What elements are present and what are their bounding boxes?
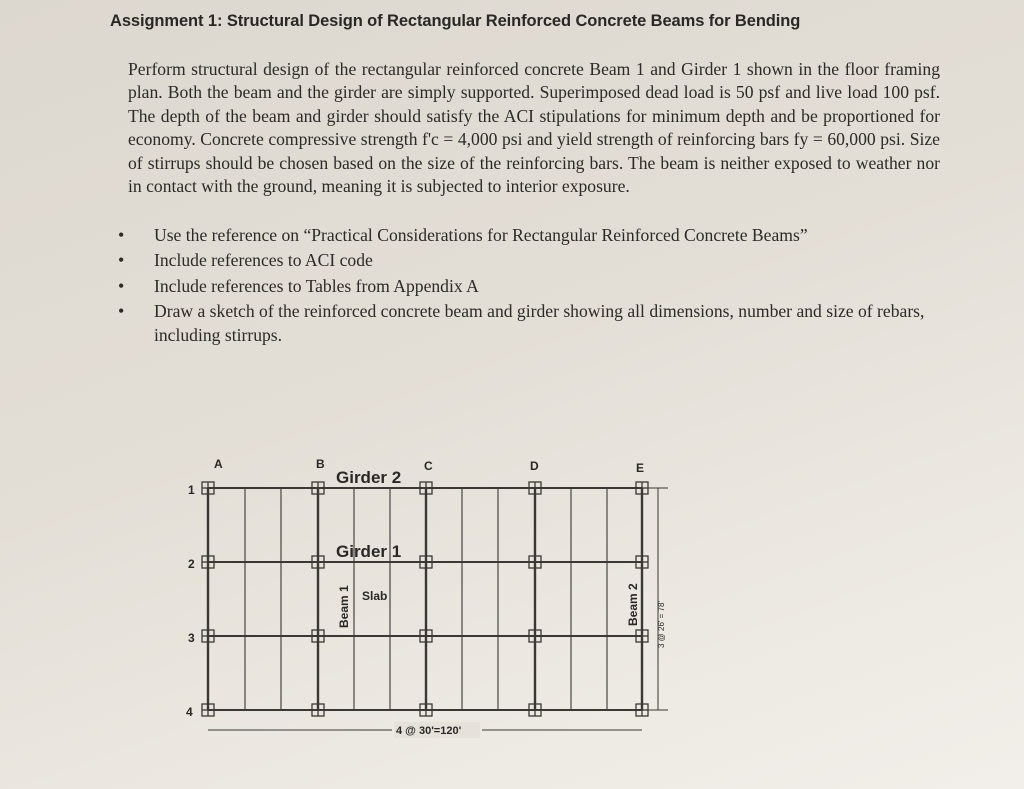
beam-1-label: Beam 1 <box>337 585 351 628</box>
assignment-paragraph: Perform structural design of the rectangular reinforced concrete Beam 1 and Girder 1 shown in the floor framing plan. Both the beam and the girder are simply supported. Superimposed dead load is 50 psf and live load 100 psf. The depth of the beam and girder should satisfy the ACI stipulations for minimum depth and be proportioned for economy. Concrete compressive strength f'c = 4,000 psi and yield strength of reinforcing bars fy = 60,000 psi. Size of stirrups should be chosen based on the size of the reinforcing bars. The beam is neither exposed to weather nor in contact with the ground, meaning it is subjected to interior exposure. <box>128 59 940 197</box>
column-label-c: C <box>424 459 433 473</box>
column-label-a: A <box>214 457 223 471</box>
girder-1-label: Girder 1 <box>336 542 402 561</box>
horizontal-dimension: 4 @ 30'=120' <box>396 725 462 737</box>
floor-framing-plan <box>170 450 690 750</box>
slab-label: Slab <box>362 589 388 603</box>
column-label-b: B <box>316 457 325 471</box>
list-item: • Include references to ACI code <box>112 249 952 272</box>
column-label-d: D <box>530 459 539 473</box>
vertical-dimension: 3 @ 26' = 78' <box>657 601 666 648</box>
beam-2-label: Beam 2 <box>626 583 640 626</box>
requirements-list <box>112 224 952 349</box>
column-label-e: E <box>636 461 645 475</box>
list-item: • Use the reference on “Practical Considerations for Rectangular Reinforced Concrete Beams” <box>112 224 952 247</box>
assignment-title: Assignment 1: Structural Design of Rectangular Reinforced Concrete Beams for Bending <box>110 12 801 30</box>
row-label-4: 4 <box>186 705 193 719</box>
row-label-3: 3 <box>188 631 195 645</box>
row-label-1: 1 <box>188 483 195 497</box>
list-item: • Include references to Tables from Appendix A <box>112 275 952 298</box>
list-item: • Draw a sketch of the reinforced concrete beam and girder showing all dimensions, number and size of rebars, including stirrups. <box>112 300 952 347</box>
girder-2-label: Girder 2 <box>336 468 402 487</box>
row-label-2: 2 <box>188 557 195 571</box>
